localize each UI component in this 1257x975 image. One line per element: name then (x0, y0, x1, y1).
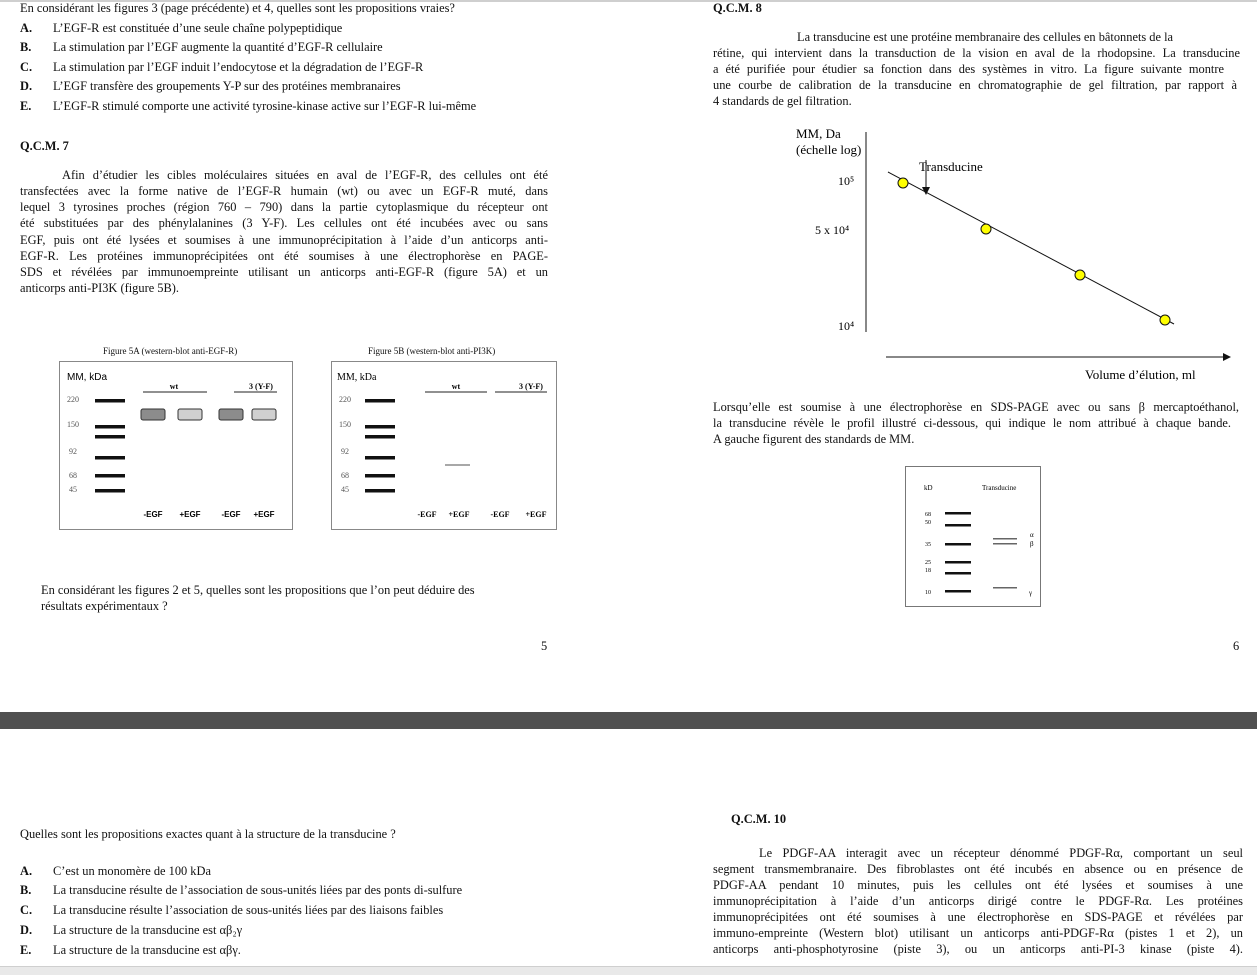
fig5b-mm-label: MM, kDa (337, 372, 377, 383)
qcm10-line: immuno-empreinte (Western blot) utilisant un anticorps anti-PDGF-Rα (pistes 1 et 2), un (713, 926, 1243, 940)
fig5b-marker-band (365, 456, 395, 460)
fig5a-lane-label: +EGF (179, 510, 201, 519)
gel-marker-band (945, 524, 971, 527)
qcm8-title: Q.C.M. 8 (713, 1, 762, 15)
calib-standard-point (898, 178, 908, 188)
option-letter: D. (20, 923, 33, 937)
fig5b-lane-band (445, 464, 470, 466)
option-letter: A. (20, 21, 33, 35)
calib-tick-label: 10⁴ (838, 319, 855, 333)
fig5a-lane-band (252, 409, 276, 420)
gel-lane-label: Transducine (982, 484, 1017, 492)
option-letter: E. (20, 943, 32, 957)
fig5b-marker-label: 220 (339, 395, 351, 404)
fig5a-title: Figure 5A (western-blot anti-EGF-R) (103, 346, 238, 356)
option-text: L’EGF-R stimulé comporte une activité tyrosine-kinase active sur l’EGF-R lui-même (53, 99, 477, 113)
fig5a-marker-band (95, 399, 125, 403)
option-a (20, 864, 211, 879)
qcm10-line: anticorps anti-phosphotyrosine (piste 3), ou un anticorps anti-PI-3 kinase (piste 4). (713, 942, 1243, 956)
qcm10-line: immunoprécipitées ont été soumises à une électrophorèse en SDS-PAGE et révélées par (713, 910, 1243, 924)
option-text: La structure de la transducine est αβ₂γ (53, 923, 243, 937)
fig5a-lane-band (219, 409, 243, 420)
option-letter: C. (20, 903, 33, 917)
fig5b-group-yf: 3 (Y-F) (519, 382, 543, 391)
qcm7-line: été substituées par des phénylalanines (3 Y-F). Les cellules ont été incubées avec ou sans (20, 216, 548, 230)
fig5b-lane-label: +EGF (525, 510, 547, 519)
fig5a-lane-band (178, 409, 202, 420)
fig5b-marker-label: 68 (341, 471, 349, 480)
fig5a-marker-band (95, 489, 125, 493)
option-letter: B. (20, 40, 32, 54)
qcm10-line: PDGF-AA pendant 10 minutes, puis les cellules ont été lysées et soumises à une (713, 878, 1243, 892)
qcm7-line: anticorps anti-PI3K (figure 5B). (20, 281, 179, 295)
option-letter: B. (20, 883, 32, 897)
qcm7-line: transfectées avec la forme native de l’EGF-R humain (wt) ou avec un EGF-R muté, dans (20, 184, 548, 198)
option-text: L’EGF transfère des groupements Y-P sur des protéines membranaires (53, 79, 401, 93)
page-separator (0, 712, 1257, 729)
qcm10-line: Le PDGF-AA interagit avec un récepteur dénommé PDGF-Rα, comportant un seul (759, 846, 1243, 860)
option-letter: D. (20, 79, 33, 93)
transducine-gel (905, 466, 1041, 607)
fig5a-marker-label: 150 (67, 420, 79, 429)
fig5a-group-wt: wt (169, 382, 179, 391)
fig5a-marker-label: 92 (69, 447, 77, 456)
fig5a-lane-band (141, 409, 165, 420)
gel-band-gamma (993, 587, 1017, 589)
gel-band-label: α (1030, 531, 1034, 539)
gel-marker-label: 25 (925, 560, 931, 566)
option-e (20, 943, 241, 958)
option-a (20, 21, 342, 36)
qcm10-title: Q.C.M. 10 (731, 812, 787, 826)
fig5a-marker-label: 45 (69, 485, 77, 494)
option-e (20, 99, 476, 114)
qcm10-line: immunoprécipitation à l’aide d’un anticorps dirigé contre le PDGF-Rα. Les protéines (713, 894, 1243, 908)
option-text: La transducine résulte de l’association de sous-unités liées par des ponts di-sulfure (53, 883, 463, 897)
option-d (20, 79, 401, 94)
calib-transducine-label: Transducine (919, 159, 983, 174)
gel-marker-label: 10 (925, 590, 931, 596)
gel-marker-band (945, 572, 971, 575)
gel-marker-label: 35 (925, 542, 931, 548)
qcm7-line: lequel 3 tyrosines proches (région 760 – 790) dans la partie cytoplasmique du récepteur ont (20, 200, 548, 214)
option-letter: A. (20, 864, 33, 878)
calib-fit-line (888, 172, 1174, 324)
fig5b-group-wt: wt (451, 382, 461, 391)
fig5a-blot (59, 361, 293, 530)
gel-band-label: β (1030, 540, 1034, 548)
calib-standard-point (1075, 270, 1085, 280)
fig5-question-line1: En considérant les figures 2 et 5, quelles sont les propositions que l’on peut déduire des (41, 583, 475, 597)
gel-marker-band (945, 561, 971, 564)
page-number-6: 6 (1233, 639, 1240, 653)
option-c (20, 903, 443, 918)
fig5b-marker-band (365, 474, 395, 478)
top-question: En considérant les figures 3 (page précédente) et 4, quelles sont les propositions vraies? (20, 1, 455, 15)
qcm8-line: une courbe de calibration de la transducine en chromatographie de gel filtration, par rapport à (713, 78, 1237, 92)
qcm7-title: Q.C.M. 7 (20, 139, 69, 153)
gel-kd-label: kD (924, 484, 933, 492)
qcm7-line: EGF, puis ont été lysées et soumises à une immunoprécipitation à l’aide d’un anticorps anti- (20, 233, 548, 247)
qcm8-line: rétine, qui intervient dans la transduction de la vision en aval de la rhodopsine. La transducine (713, 46, 1240, 60)
option-text: La structure de la transducine est αβγ. (53, 943, 241, 957)
fig5b-blot (331, 361, 557, 530)
gel-band-label: γ (1029, 589, 1033, 597)
fig5b-marker-label: 150 (339, 420, 351, 429)
qcm10-line: segment transmembranaire. Des fibroblastes ont été incubés en absence ou en présence de (713, 862, 1243, 876)
gel-marker-band (945, 512, 971, 515)
page-number-5: 5 (541, 639, 548, 653)
viewer-bottom-strip (0, 966, 1257, 975)
option-letter: E. (20, 99, 32, 113)
fig5b-lane-label: +EGF (448, 510, 470, 519)
fig5-question-line2: résultats expérimentaux ? (41, 599, 168, 613)
option-text: La stimulation par l’EGF augmente la quantité d’EGF-R cellulaire (53, 40, 383, 54)
fig5b-marker-label: 92 (341, 447, 349, 456)
fig5a-marker-label: 220 (67, 395, 79, 404)
fig5b-marker-band (365, 425, 395, 429)
calib-standard-point (981, 224, 991, 234)
option-b (20, 40, 383, 55)
option-text: La stimulation par l’EGF induit l’endocytose et la dégradation de l’EGF-R (53, 60, 424, 74)
fig5b-marker-band (365, 399, 395, 403)
option-text: C’est un monomère de 100 kDa (53, 864, 211, 878)
option-b (20, 883, 462, 898)
page7-question: Quelles sont les propositions exactes quant à la structure de la transducine ? (20, 827, 396, 841)
qcm7-line: Afin d’étudier les cibles moléculaires situées en aval de l’EGF-R, des cellules ont été (62, 168, 548, 182)
fig5b-title: Figure 5B (western-blot anti-PI3K) (368, 346, 496, 356)
calib-tick-label: 10⁵ (838, 174, 855, 188)
fig5a-marker-label: 68 (69, 471, 77, 480)
gel-marker-band (945, 543, 971, 546)
calib-ylabel-2: (échelle log) (796, 142, 862, 157)
sds-line: Lorsqu’elle est soumise à une électrophorèse en SDS-PAGE avec ou sans β mercaptoéthanol, (713, 400, 1239, 414)
gel-marker-label: 50 (925, 520, 931, 526)
option-text: L’EGF-R est constituée d’une seule chaîne polypeptidique (53, 21, 343, 35)
sds-line: A gauche figurent des standards de MM. (713, 432, 915, 446)
fig5a-lane-label: -EGF (143, 510, 163, 519)
qcm7-line: SDS et révélées par immunoempreinte utilisant un anticorps anti-EGF-R (figure 5A) et un (20, 265, 548, 279)
gel-marker-label: 18 (925, 568, 931, 574)
fig5a-group-yf: 3 (Y-F) (249, 382, 273, 391)
option-c (20, 60, 423, 75)
gel-marker-label: 68 (925, 512, 931, 518)
qcm8-line: La transducine est une protéine membranaire des cellules en bâtonnets de la (797, 30, 1174, 44)
option-d (20, 923, 242, 938)
calib-tick-label: 5 x 10⁴ (815, 223, 850, 237)
sds-line: la transducine révèle le profil illustré ci-dessous, qui indique le nom attribué à chaque bande. (713, 416, 1231, 430)
fig5a-mm-label: MM, kDa (67, 372, 107, 383)
calibration-chart (780, 122, 1240, 387)
gel-marker-band (945, 590, 971, 593)
gel-band-alpha (993, 538, 1017, 540)
fig5b-marker-band (365, 435, 395, 439)
fig5a-marker-band (95, 435, 125, 439)
fig5a-lane-label: -EGF (221, 510, 241, 519)
fig5b-lane-label: -EGF (490, 510, 510, 519)
qcm7-line: EGF-R. Les protéines immunoprécipitées ont été soumises à une électrophorèse en PAGE- (20, 249, 548, 263)
gel-band-beta (993, 543, 1017, 545)
qcm8-line: 4 standards de gel filtration. (713, 94, 852, 108)
calib-xlabel: Volume d’élution, ml (1085, 367, 1196, 382)
fig5b-lane-label: -EGF (417, 510, 437, 519)
fig5b-marker-label: 45 (341, 485, 349, 494)
qcm8-line: a été purifiée pour étudier sa fonction dans des systèmes in vitro. La figure suivante montre (713, 62, 1224, 76)
fig5a-lane-label: +EGF (253, 510, 275, 519)
option-letter: C. (20, 60, 33, 74)
fig5a-marker-band (95, 456, 125, 460)
calib-standard-point (1160, 315, 1170, 325)
fig5b-marker-band (365, 489, 395, 493)
fig5a-marker-band (95, 425, 125, 429)
fig5a-marker-band (95, 474, 125, 478)
calib-ylabel-1: MM, Da (796, 126, 841, 141)
option-text: La transducine résulte l’association de sous-unités liées par des liaisons faibles (53, 903, 444, 917)
